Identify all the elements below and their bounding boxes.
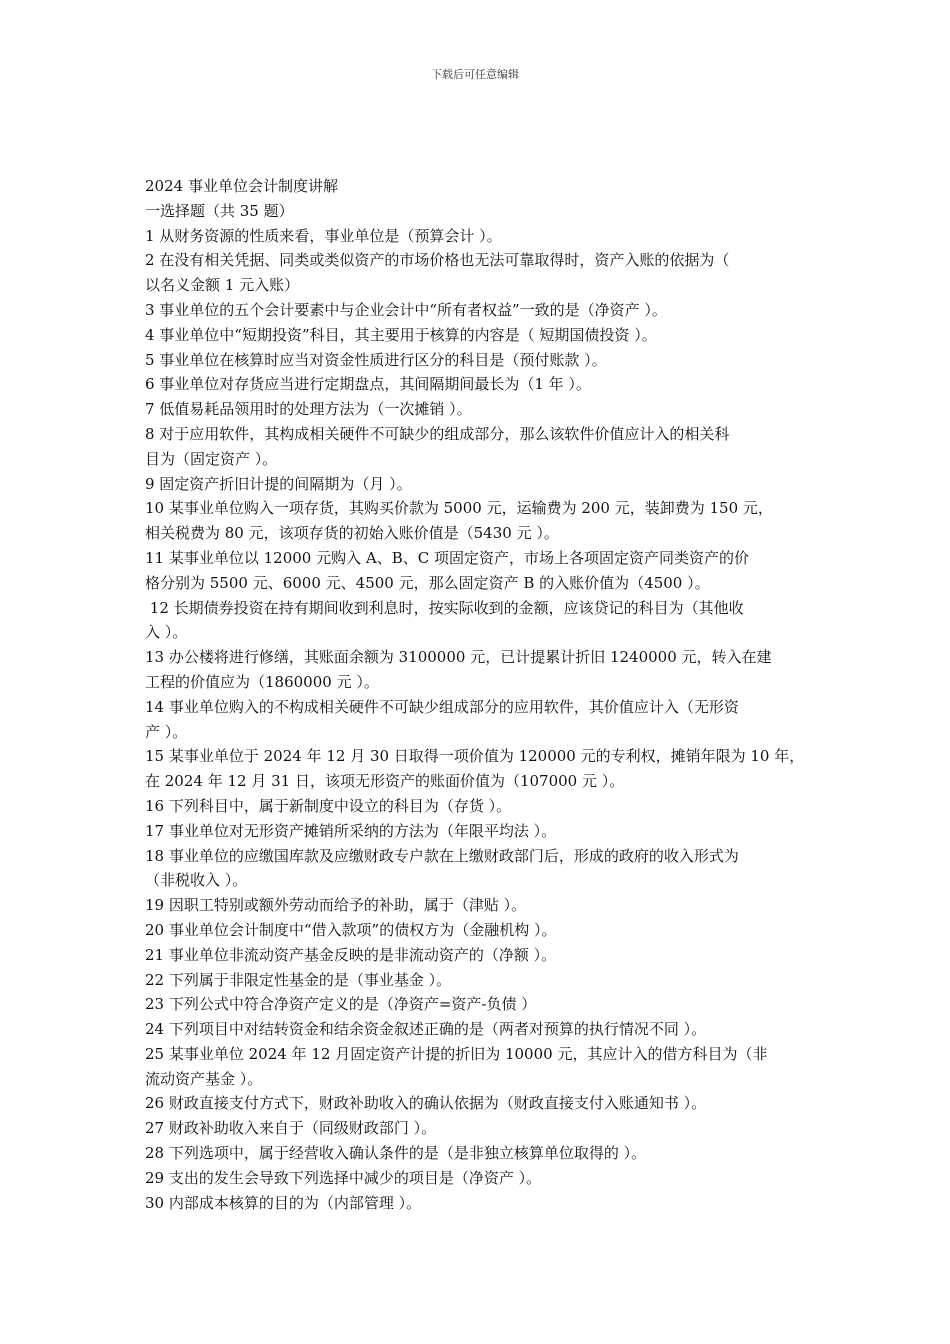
question-line: 24 下列项目中对结转资金和结余资金叙述正确的是（两者对预算的执行情况不同 ）。 xyxy=(145,1020,707,1039)
question-line: 18 事业单位的应缴国库款及应缴财政专户款在上缴财政部门后，形成的政府的收入形式为 xyxy=(145,846,739,865)
question-line: 入 ）。 xyxy=(145,623,188,642)
question-list xyxy=(145,224,825,1216)
question-line: 12 长期债券投资在持有期间收到利息时，按实际收到的金额，应该贷记的科目为（其他收 xyxy=(145,598,744,617)
question-line: 22 下列属于非限定性基金的是（事业基金 ）。 xyxy=(145,970,452,989)
section-heading: 一选择题（共 35 题） xyxy=(145,201,294,220)
question-line: 5 事业单位在核算时应当对资金性质进行区分的科目是（预付账款 ）。 xyxy=(145,350,607,369)
question-line: 10 某事业单位购入一项存货，其购买价款为 5000 元，运输费为 200 元，装卸费为 150 元， xyxy=(145,499,773,518)
question-line: 13 办公楼将进行修缮，其账面余额为 3100000 元，已计提累计折旧 1240000 元，转入在建 xyxy=(145,648,772,667)
document-body xyxy=(145,174,825,1215)
question-line: 21 事业单位非流动资产基金反映的是非流动资产的（净额 ）。 xyxy=(145,945,557,964)
question-line: 19 因职工特别或额外劳动而给予的补助，属于（津贴 ）。 xyxy=(145,896,527,915)
question-line: 14 事业单位购入的不构成相关硬件不可缺少组成部分的应用软件，其价值应计入（无形资 xyxy=(145,697,739,716)
question-line: 7 低值易耗品领用时的处理方法为（一次摊销 ）。 xyxy=(145,400,472,419)
question-line: 27 财政补助收入来自于（同级财政部门 ）。 xyxy=(145,1119,437,1138)
question-line: 4 事业单位中“短期投资”科目，其主要用于核算的内容是（ 短期国债投资 ）。 xyxy=(145,325,657,344)
question-line: 8 对于应用软件，其构成相关硬件不可缺少的组成部分，那么该软件价值应计入的相关科 xyxy=(145,424,730,443)
question-line: 工程的价值应为（1860000 元 ）。 xyxy=(145,672,379,691)
question-line: 30 内部成本核算的目的为（内部管理 ）。 xyxy=(145,1193,422,1212)
page-header: 下载后可任意编辑 xyxy=(431,68,519,81)
question-line: 以名义金额 1 元入账） xyxy=(145,276,300,295)
question-line: 相关税费为 80 元，该项存货的初始入账价值是（5430 元 ）。 xyxy=(145,524,559,543)
question-line: 6 事业单位对存货应当进行定期盘点，其间隔期间最长为（1 年 ）。 xyxy=(145,375,591,394)
question-line: 29 支出的发生会导致下列选择中减少的项目是（净资产 ）。 xyxy=(145,1168,542,1187)
question-line: 格分别为 5500 元、6000 元、4500 元，那么固定资产 B 的入账价值为（4500 ）。 xyxy=(145,573,710,592)
question-line: 26 财政直接支付方式下，财政补助收入的确认依据为（财政直接支付入账通知书 ）。 xyxy=(145,1094,707,1113)
question-line: 16 下列科目中，属于新制度中设立的科目为（存货 ）。 xyxy=(145,796,512,815)
question-line: 1 从财务资源的性质来看，事业单位是（预算会计 ）。 xyxy=(145,226,502,245)
question-line: 15 某事业单位于 2024 年 12 月 30 日取得一项价值为 120000 元的专利权，摊销年限为 10 年， xyxy=(145,747,805,766)
question-line: 20 事业单位会计制度中“借入款项”的债权方为（金融机构 ）。 xyxy=(145,920,557,939)
question-line: 流动资产基金 ）。 xyxy=(145,1069,263,1088)
question-line: 25 某事业单位 2024 年 12 月固定资产计提的折旧为 10000 元，其应计入的借方科目为（非 xyxy=(145,1044,768,1063)
question-line: 17 事业单位对无形资产摊销所采纳的方法为（年限平均法 ）。 xyxy=(145,821,557,840)
question-line: 23 下列公式中符合净资产定义的是（净资产=资产-负债 ） xyxy=(145,995,537,1014)
question-line: 产 ）。 xyxy=(145,722,188,741)
question-line: （非税收入 ）。 xyxy=(145,871,248,890)
question-line: 3 事业单位的五个会计要素中与企业会计中“所有者权益”一致的是（净资产 ）。 xyxy=(145,300,667,319)
question-line: 目为（固定资产 ）。 xyxy=(145,449,278,468)
question-line: 28 下列选项中，属于经营收入确认条件的是（是非独立核算单位取得的 ）。 xyxy=(145,1144,647,1163)
question-line: 在 2024 年 12 月 31 日，该项无形资产的账面价值为（107000 元 ）。 xyxy=(145,772,625,791)
document-title: 2024 事业单位会计制度讲解 xyxy=(145,177,338,195)
question-line: 9 固定资产折旧计提的间隔期为（月 ）。 xyxy=(145,474,412,493)
question-line: 11 某事业单位以 12000 元购入 A、B、C 项固定资产，市场上各项固定资产同类资产的价 xyxy=(145,548,749,567)
question-line: 2 在没有相关凭据、同类或类似资产的市场价格也无法可靠取得时，资产入账的依据为（ xyxy=(145,251,730,270)
